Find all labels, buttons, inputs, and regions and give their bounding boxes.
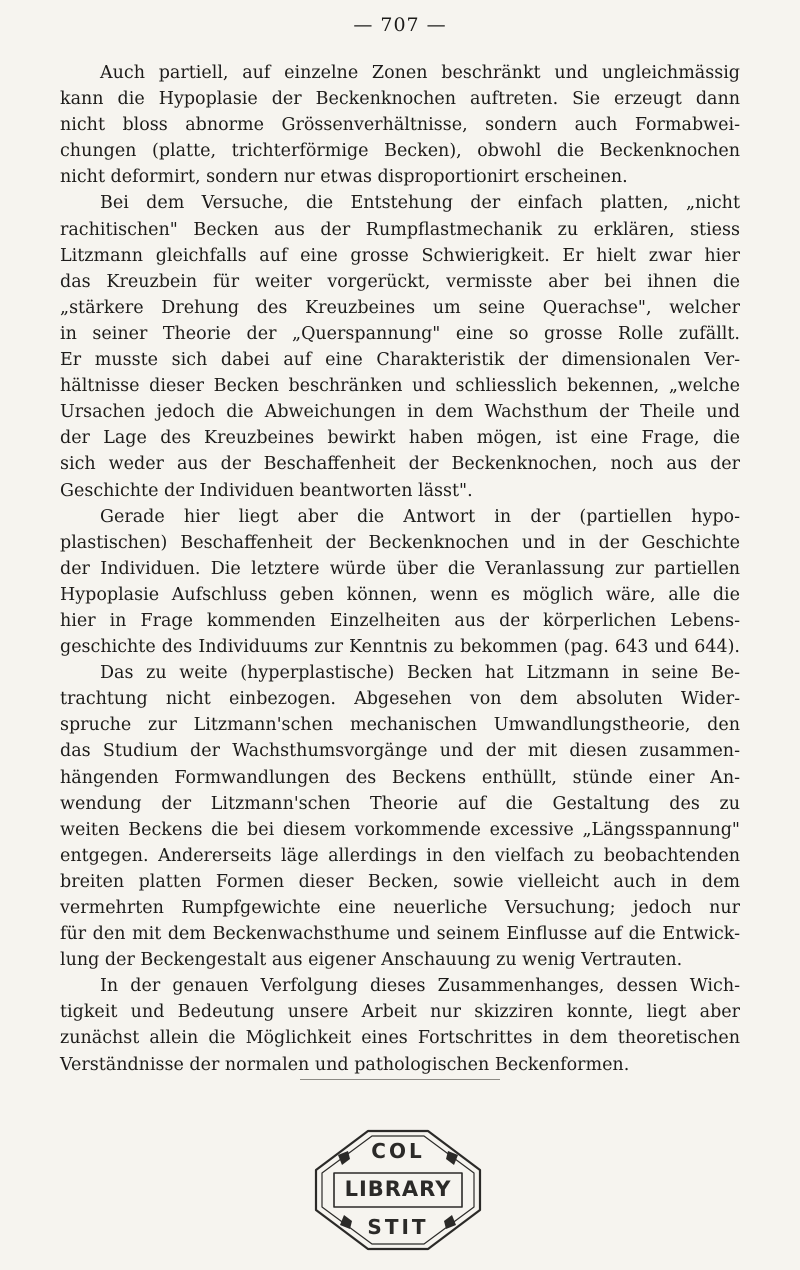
text-line: weiten Beckens die bei diesem vorkommende excessive „Längsspannung" bbox=[60, 819, 740, 840]
library-stamp bbox=[310, 1125, 486, 1255]
text-line: in seiner Theorie der „Querspannung" eine so grosse Rolle zufällt. bbox=[60, 323, 740, 344]
text-line: lung der Beckengestalt aus eigener Anschauung zu wenig Vertrauten. bbox=[60, 950, 683, 971]
page-number: — 707 — bbox=[353, 14, 447, 36]
body-text bbox=[60, 60, 740, 1078]
text-line: vermehrten Rumpfgewichte eine neuerliche Versuchung; jedoch nur bbox=[60, 898, 740, 918]
section-divider bbox=[300, 1079, 500, 1080]
text-line: rachitischen" Becken aus der Rumpflastmechanik zu erklären, stiess bbox=[60, 219, 740, 240]
text-line: wendung der Litzmann'schen Theorie auf die Gestaltung des zu bbox=[60, 793, 740, 814]
text-line: Verständnisse der normalen und pathologischen Beckenformen. bbox=[60, 1054, 630, 1075]
text-line: entgegen. Andererseits läge allerdings in den vielfach zu beobachtenden bbox=[60, 845, 740, 866]
text-line: hältnisse dieser Becken beschränken und schliesslich bekennen, „welche bbox=[60, 376, 740, 397]
text-line: nicht deformirt, sondern nur etwas disproportionirt erscheinen. bbox=[60, 167, 628, 188]
text-line: Auch partiell, auf einzelne Zonen beschränkt und ungleichmässig bbox=[100, 63, 740, 83]
text-line: Litzmann gleichfalls auf eine grosse Schwierigkeit. Er hielt zwar hier bbox=[60, 245, 740, 266]
stamp-center-text: LIBRARY bbox=[344, 1177, 452, 1201]
text-line: spruche zur Litzmann'schen mechanischen Umwandlungstheorie, den bbox=[60, 715, 740, 736]
text-line: der Individuen. Die letztere würde über die Veranlassung zur partiellen bbox=[60, 558, 740, 579]
text-line: „stärkere Drehung des Kreuzbeines um seine Querachse", welcher bbox=[60, 297, 740, 318]
text-line: zunächst allein die Möglichkeit eines Fortschrittes in dem theoretischen bbox=[60, 1028, 740, 1049]
stamp-top-text: COL bbox=[371, 1139, 425, 1163]
text-line: das Kreuzbein für weiter vorgerückt, vermisste aber bei ihnen die bbox=[60, 271, 740, 292]
text-line: kann die Hypoplasie der Beckenknochen auftreten. Sie erzeugt dann bbox=[60, 89, 740, 110]
text-line: Geschichte der Individuen beantworten lässt". bbox=[60, 480, 473, 501]
text-line: In der genauen Verfolgung dieses Zusammenhanges, dessen Wich- bbox=[100, 976, 740, 997]
text-line: der Lage des Kreuzbeines bewirkt haben mögen, ist eine Frage, die bbox=[60, 428, 740, 449]
text-line: nicht bloss abnorme Grössenverhältnisse, sondern auch Formabwei- bbox=[60, 115, 740, 136]
text-line: chungen (platte, trichterförmige Becken), obwohl die Beckenknochen bbox=[60, 141, 740, 162]
text-line: Er musste sich dabei auf eine Charakteristik der dimensionalen Ver- bbox=[60, 350, 740, 371]
text-line: Ursachen jedoch die Abweichungen in dem Wachsthum der Theile und bbox=[60, 402, 740, 423]
text-line: Das zu weite (hyperplastische) Becken hat Litzmann in seine Be- bbox=[100, 663, 740, 684]
text-line: geschichte des Individuums zur Kenntnis zu bekommen (pag. 643 und 644). bbox=[60, 637, 740, 658]
text-line: trachtung nicht einbezogen. Abgesehen von dem absoluten Wider- bbox=[60, 689, 740, 710]
text-line: sich weder aus der Beschaffenheit der Beckenknochen, noch aus der bbox=[60, 454, 740, 475]
text-line: breiten platten Formen dieser Becken, sowie vielleicht auch in dem bbox=[60, 871, 740, 892]
text-line: für den mit dem Beckenwachsthume und seinem Einflusse auf die Entwick- bbox=[60, 924, 740, 945]
stamp-bottom-text: STIT bbox=[367, 1215, 429, 1239]
text-line: Hypoplasie Aufschluss geben können, wenn es möglich wäre, alle die bbox=[60, 584, 740, 605]
text-line: Gerade hier liegt aber die Antwort in der (partiellen hypo- bbox=[100, 506, 740, 527]
text-line: tigkeit und Bedeutung unsere Arbeit nur skizziren konnte, liegt aber bbox=[60, 1002, 740, 1023]
text-line: plastischen) Beschaffenheit der Beckenknochen und in der Geschichte bbox=[60, 532, 740, 553]
text-line: hier in Frage kommenden Einzelheiten aus der körperlichen Lebens- bbox=[60, 610, 740, 631]
text-line: das Studium der Wachsthumsvorgänge und der mit diesen zusammen- bbox=[60, 741, 740, 762]
text-line: Bei dem Versuche, die Entstehung der einfach platten, „nicht bbox=[100, 193, 740, 214]
text-line: hängenden Formwandlungen des Beckens enthüllt, stünde einer An- bbox=[60, 767, 740, 788]
